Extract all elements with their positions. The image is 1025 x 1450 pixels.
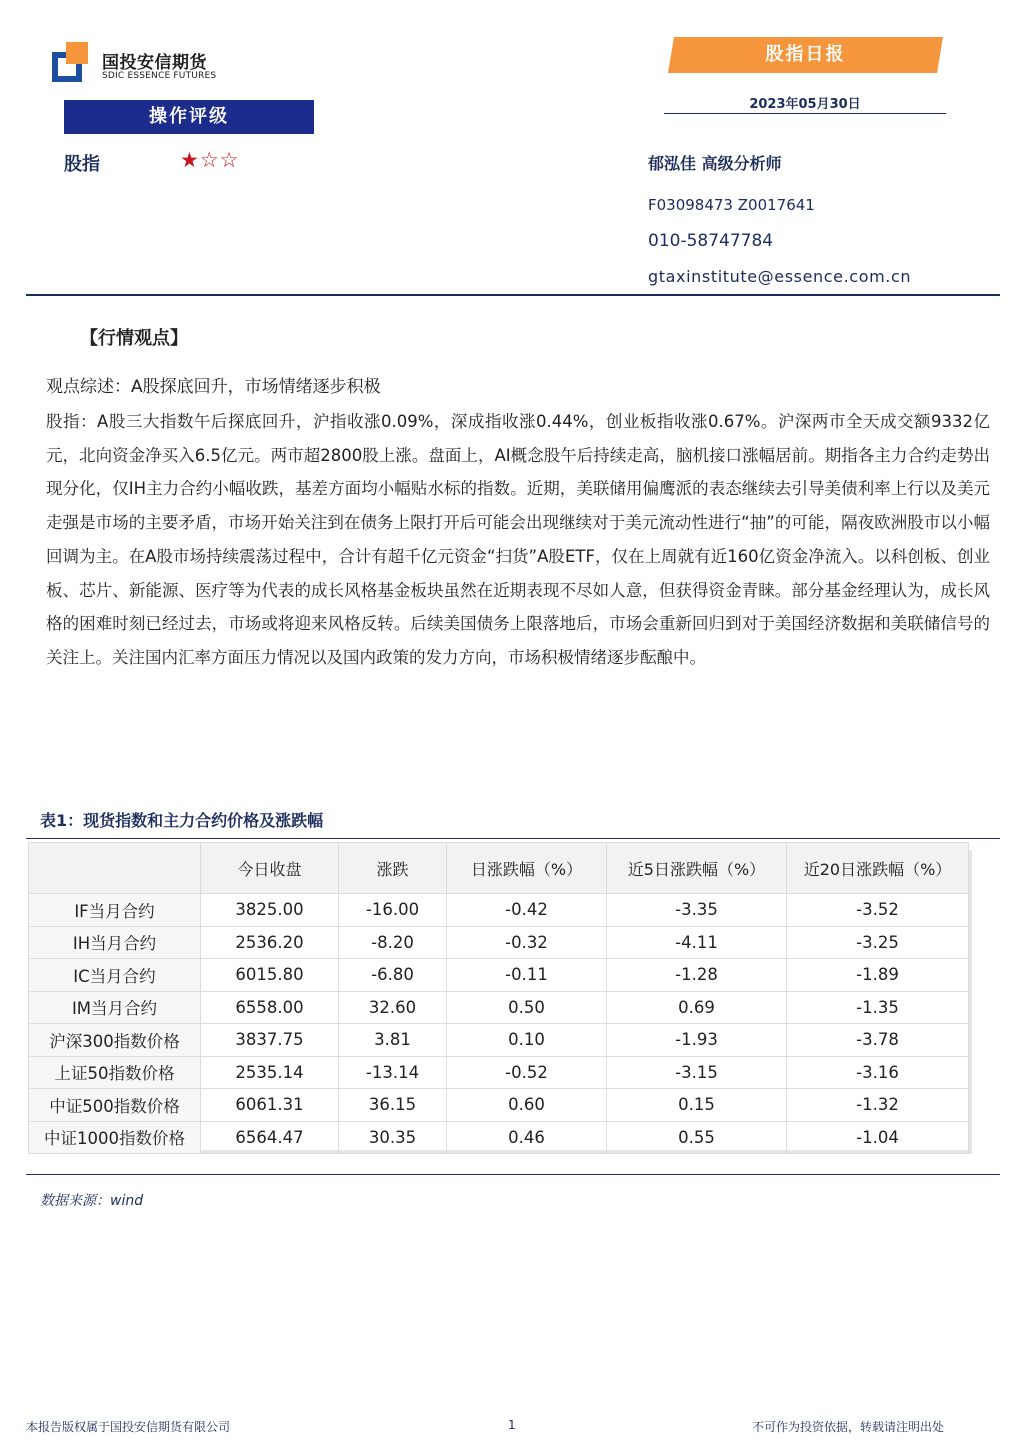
table-cell: -1.35 bbox=[787, 991, 969, 1024]
footer-copyright: 本报告版权属于国投安信期货有限公司 bbox=[26, 1420, 231, 1434]
table-row bbox=[29, 926, 969, 959]
table-bottom-rule bbox=[26, 1174, 1000, 1175]
summary-line: 观点综述：A股探底回升，市场情绪逐步积极 bbox=[46, 377, 381, 397]
report-title-banner bbox=[668, 37, 943, 73]
table-cell: -4.11 bbox=[607, 926, 787, 959]
table-cell: -1.32 bbox=[787, 1089, 969, 1122]
price-table bbox=[28, 842, 968, 1154]
rating-title: 操作评级 bbox=[64, 100, 314, 134]
table-cell: -6.80 bbox=[339, 959, 447, 992]
row-label: 中证1000指数价格 bbox=[29, 1121, 201, 1154]
table-cell: 0.50 bbox=[447, 991, 607, 1024]
table-cell: -16.00 bbox=[339, 894, 447, 927]
row-label: 沪深300指数价格 bbox=[29, 1024, 201, 1057]
table-row bbox=[29, 959, 969, 992]
table-cell: 2535.14 bbox=[201, 1056, 339, 1089]
section-title: 【行情观点】 bbox=[80, 328, 188, 349]
table-cell: -3.25 bbox=[787, 926, 969, 959]
table-cell: 6061.31 bbox=[201, 1089, 339, 1122]
row-label: IH当月合约 bbox=[29, 926, 201, 959]
column-header: 近20日涨跌幅（%） bbox=[787, 843, 969, 894]
table-top-rule bbox=[26, 838, 1000, 839]
table-cell: 36.15 bbox=[339, 1089, 447, 1122]
logo-en-text: SDIC ESSENCE FUTURES bbox=[102, 71, 217, 81]
table-cell: -0.52 bbox=[447, 1056, 607, 1089]
report-date: 2023年05月30日 bbox=[749, 97, 861, 112]
table-cell: -1.04 bbox=[787, 1121, 969, 1154]
table-header-row bbox=[29, 843, 969, 894]
footer-disclaimer: 不可作为投资依据，转载请注明出处 bbox=[752, 1420, 945, 1434]
table-cell: -0.32 bbox=[447, 926, 607, 959]
table-row bbox=[29, 991, 969, 1024]
column-header: 近5日涨跌幅（%） bbox=[607, 843, 787, 894]
row-label: IM当月合约 bbox=[29, 991, 201, 1024]
row-label: IF当月合约 bbox=[29, 894, 201, 927]
table-cell: -3.52 bbox=[787, 894, 969, 927]
table-cell: 3.81 bbox=[339, 1024, 447, 1057]
table-cell: 2536.20 bbox=[201, 926, 339, 959]
row-label: 上证50指数价格 bbox=[29, 1056, 201, 1089]
header-divider bbox=[26, 294, 1000, 296]
table-cell: 0.55 bbox=[607, 1121, 787, 1154]
table-cell: 30.35 bbox=[339, 1121, 447, 1154]
column-header: 日涨跌幅（%） bbox=[447, 843, 607, 894]
table-cell: 3837.75 bbox=[201, 1024, 339, 1057]
table-cell: 6015.80 bbox=[201, 959, 339, 992]
rating-label: 股指 bbox=[64, 154, 100, 175]
table-cell: 0.10 bbox=[447, 1024, 607, 1057]
table-row bbox=[29, 1121, 969, 1154]
company-logo bbox=[52, 42, 242, 88]
data-source: 数据来源：wind bbox=[40, 1193, 144, 1209]
table-cell: -3.16 bbox=[787, 1056, 969, 1089]
table-cell: -3.35 bbox=[607, 894, 787, 927]
rating-stars-icon: ★☆☆ bbox=[180, 148, 240, 172]
table-cell: 32.60 bbox=[339, 991, 447, 1024]
logo-mark-icon bbox=[52, 42, 92, 82]
column-header: 今日收盘 bbox=[201, 843, 339, 894]
table-cell: 6558.00 bbox=[201, 991, 339, 1024]
analyst-license: F03098473 Z0017641 bbox=[648, 196, 815, 214]
table-cell: -0.42 bbox=[447, 894, 607, 927]
page-number: 1 bbox=[508, 1418, 516, 1432]
table-row bbox=[29, 1024, 969, 1057]
table-cell: 3825.00 bbox=[201, 894, 339, 927]
table-title: 表1：现货指数和主力合约价格及涨跌幅 bbox=[40, 811, 324, 830]
table-cell: -1.89 bbox=[787, 959, 969, 992]
table-cell: -0.11 bbox=[447, 959, 607, 992]
row-label: 中证500指数价格 bbox=[29, 1089, 201, 1122]
table-cell: -3.15 bbox=[607, 1056, 787, 1089]
column-header bbox=[29, 843, 201, 894]
table-cell: -8.20 bbox=[339, 926, 447, 959]
table-cell: -1.28 bbox=[607, 959, 787, 992]
analyst-name: 郁泓佳 高级分析师 bbox=[648, 154, 782, 173]
table-cell: -13.14 bbox=[339, 1056, 447, 1089]
table-cell: 0.46 bbox=[447, 1121, 607, 1154]
table-cell: 0.69 bbox=[607, 991, 787, 1024]
table-cell: -1.93 bbox=[607, 1024, 787, 1057]
analyst-email[interactable]: gtaxinstitute@essence.com.cn bbox=[648, 267, 912, 286]
table-cell: 0.60 bbox=[447, 1089, 607, 1122]
date-underline bbox=[664, 113, 946, 114]
table-cell: -3.78 bbox=[787, 1024, 969, 1057]
table-cell: 6564.47 bbox=[201, 1121, 339, 1154]
table-row bbox=[29, 1056, 969, 1089]
logo-cn-text: 国投安信期货 bbox=[102, 53, 207, 73]
column-header: 涨跌 bbox=[339, 843, 447, 894]
row-label: IC当月合约 bbox=[29, 959, 201, 992]
report-title: 股指日报 bbox=[765, 44, 846, 65]
body-paragraph: 股指：A股三大指数午后探底回升，沪指收涨0.09%，深成指收涨0.44%，创业板指收涨0.67%。沪深两市全天成交额9332亿元，北向资金净买入6.5亿元。两市超2800股上涨。盘面上，AI概念股午后持续走高，脑机接口涨幅居前。期指各主力合约走势出现分化，仅IH主力合约小幅收跌，基差方面均小幅贴水标的指数。近期，美联储用偏鹰派的表态继续去引导美债利率上行以及美元走强是市场的主要矛盾，市场开始关注到在债务上限打开后可能会出现继续对于美元流动性进行“抽”的可能，隔夜欧洲股市以小幅回调为主。在A股市场持续震荡过程中，合计有超千亿元资金“扫货”A股ETF，仅在上周就有近160亿资金净流入。以科创板、创业板、芯片、新能源、医疗等为代表的成长风格基金板块虽然在近期表现不尽如人意，但获得资金青睐。部分基金经理认为，成长风格的困难时刻已经过去，市场或将迎来风格反转。后续美国债务上限落地后，市场会重新回归到对于美国经济数据和美联储信号的关注上。关注国内汇率方面压力情况以及国内政策的发力方向，市场积极情绪逐步酝酿中。 bbox=[46, 412, 990, 667]
table-row bbox=[29, 894, 969, 927]
table-row bbox=[29, 1089, 969, 1122]
analyst-phone: 010-58747784 bbox=[648, 231, 774, 251]
table-cell: 0.15 bbox=[607, 1089, 787, 1122]
